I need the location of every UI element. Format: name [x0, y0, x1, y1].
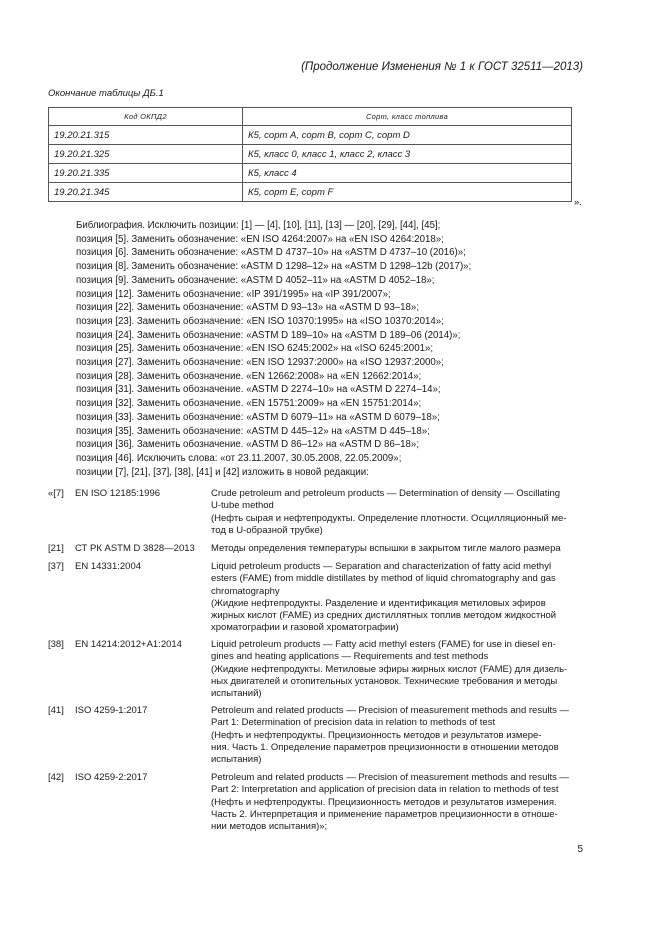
bibliography-line: позиция [24]. Заменить обозначение: «ASTM D 189–10» на «ASTM D 189–06 (2014)»; [76, 329, 461, 341]
reference-desc-line: ных двигателей и отопительных установок. Технические требования и методы [211, 675, 558, 687]
bibliography-line: позиция [23]. Заменить обозначение: «EN ISO 10370:1995» на «ISO 10370:2014»; [76, 315, 444, 327]
bibliography-amendments [76, 219, 588, 479]
reference-desc-line: Petroleum and related products — Precision of measurement methods and results — [211, 705, 570, 716]
reference-description [211, 488, 588, 537]
page-number: 5 [577, 844, 583, 855]
reference-desc-line: Часть 2. Интерпретация и применение параметров прецизионности в отноше- [211, 808, 558, 820]
bibliography-line: позиция [35]. Заменить обозначение: «ASTM D 445–12» на «ASTM D 445–18»; [76, 425, 430, 437]
cell-okpd-code: 19.20.21.335 [49, 164, 243, 183]
reference-desc-line: жирных кислот (FAME) из средних дистиллятных топлив методом жидкостной [211, 610, 557, 622]
bibliography-line: позиция [27]. Заменить обозначение: «EN ISO 12937:2000» на «ISO 12937:2000»; [76, 357, 444, 369]
reference-number: [21] [48, 543, 64, 554]
reference-number: [37] [48, 561, 64, 572]
reference-desc-line: Petroleum and related products — Precision of measurement methods and results — [211, 772, 570, 783]
reference-code: EN 14331:2004 [75, 561, 142, 572]
reference-desc-line: тод в U-образной трубке) [211, 524, 323, 536]
reference-desc-line: Liquid petroleum products — Separation and characterization of fatty acid methyl [211, 561, 552, 572]
reference-code: EN 14214:2012+A1:2014 [75, 639, 182, 650]
reference-desc-line: Part 1: Determination of precision data in relation to methods of test [211, 717, 496, 729]
table-row [49, 164, 572, 183]
cell-okpd-code: 19.20.21.315 [49, 126, 243, 145]
reference-number: [41] [48, 705, 64, 716]
reference-desc-line: испытаний) [211, 688, 262, 700]
reference-description [211, 772, 588, 833]
cell-fuel-grade: К5, класс 4 [243, 164, 572, 183]
cell-fuel-grade: К5, сорт Е, сорт F [243, 183, 572, 202]
reference-code: ISO 4259-2:2017 [75, 772, 148, 783]
reference-desc-line: chromatography [211, 585, 280, 597]
reference-desc-line: U-tube method [211, 500, 274, 512]
reference-desc-line: испытания) [211, 754, 262, 766]
table-row [49, 183, 572, 202]
reference-desc-line: esters (FAME) from middle distillates by method of liquid chromatography and gas [211, 573, 556, 585]
bibliography-line: позиция [25]. Заменить обозначение: «EN ISO 6245:2002» на «ISO 6245:2001»; [76, 343, 434, 355]
bibliography-line: позиция [31]. Заменить обозначение. «ASTM D 2274–10» на «ASTM D 2274–14»; [76, 384, 441, 396]
cell-okpd-code: 19.20.21.345 [49, 183, 243, 202]
bibliography-line: позиция [9]. Заменить обозначение: «ASTM D 4052–11» на «ASTM D 4052–18»; [76, 274, 435, 286]
cell-okpd-code: 19.20.21.325 [49, 145, 243, 164]
table-closing-quote: ». [574, 197, 582, 208]
bibliography-line: позиция [36]. Заменить обозначение. «ASTM D 86–12» на «ASTM D 86–18»; [76, 439, 420, 451]
reference-desc-line: (Нефть и нефтепродукты. Прецизионность методов и результатов измере- [211, 729, 542, 741]
bibliography-line: позиция [22]. Заменить обозначение: «ASTM D 93–13» на «ASTM D 93–18»; [76, 302, 420, 314]
bibliography-line: позиция [6]. Заменить обозначение: «ASTM D 4737–10» на «ASTM D 4737–10 (2016)»; [76, 247, 466, 259]
reference-number: «[7] [48, 488, 64, 499]
okpd-table [48, 107, 572, 202]
table-row [49, 145, 572, 164]
reference-desc-line: Crude petroleum and petroleum products — Determination of density — Oscillating [211, 488, 561, 499]
reference-number: [38] [48, 639, 64, 650]
bibliography-line: позиции [7], [21], [37], [38], [41] и [42] изложить в новой редакции: [76, 466, 369, 478]
table-header-row [49, 108, 572, 126]
bibliography-line: позиция [12]. Заменить обозначение: «IP 391/1995» на «IP 391/2007»; [76, 288, 391, 300]
table-row [49, 126, 572, 145]
reference-description [211, 639, 588, 700]
bibliography-line: позиция [8]. Заменить обозначение: «ASTM D 1298–12» на «ASTM D 1298–12b (2017)»; [76, 261, 472, 273]
table-caption: Окончание таблицы ДБ.1 [48, 88, 164, 99]
reference-description [211, 543, 588, 555]
reference-code: ISO 4259-1:2017 [75, 705, 148, 716]
reference-desc-line: Part 2: Interpretation and application of precision data in relation to methods of test [211, 784, 559, 796]
bibliography-line: позиция [33]. Заменить обозначение: «ASTM D 6079–11» на «ASTM D 6079–18»; [76, 411, 440, 423]
bibliography-line: позиция [5]. Заменить обозначение: «EN ISO 4264:2007» на «EN ISO 4264:2018»; [76, 233, 444, 245]
bibliography-line: позиция [28]. Заменить обозначение. «EN 12662:2008» на «EN 12662:2014»; [76, 370, 422, 382]
bibliography-line: позиция [46]. Исключить слова: «от 23.11.2007, 30.05.2008, 22.05.2009»; [76, 452, 402, 464]
cell-fuel-grade: К5, сорт А, сорт В, сорт С, сорт D [243, 126, 572, 145]
reference-desc-line: (Нефть и нефтепродукты. Прецизионность методов и результатов измерения. [211, 796, 557, 808]
column-header-okpd-code: Код ОКПД2 [49, 108, 243, 126]
reference-desc-line: (Нефть сырая и нефтепродукты. Определение плотности. Осцилляционный ме- [211, 512, 567, 524]
bibliography-line: позиция [32]. Заменить обозначение. «EN 15751:2009» на «EN 15751:2014»; [76, 398, 422, 410]
reference-desc-line: (Жидкие нефтепродукты. Разделение и идентификация метиловых эфиров [211, 597, 546, 609]
reference-desc-line: Методы определения температуры вспышки в закрытом тигле малого размера [211, 543, 561, 554]
reference-desc-line: Liquid petroleum products — Fatty acid methyl esters (FAME) for use in diesel en- [211, 639, 556, 650]
bibliography-line: Библиография. Исключить позиции: [1] — [4], [10], [11], [13] — [20], [29], [44], [45]; [76, 220, 441, 231]
reference-desc-line: gines and heating applications — Requirements and test methods [211, 651, 489, 663]
cell-fuel-grade: К5, класс 0, класс 1, класс 2, класс 3 [243, 145, 572, 164]
reference-desc-line: ния. Часть 1. Определение параметров прецизионности в отношении методов [211, 741, 559, 753]
reference-code: EN ISO 12185:1996 [75, 488, 161, 499]
reference-desc-line: хроматографии и газовой хроматографии) [211, 622, 399, 634]
reference-number: [42] [48, 772, 64, 783]
reference-desc-line: (Жидкие нефтепродукты. Метиловые эфиры жирных кислот (FAME) для дизель- [211, 663, 568, 675]
column-header-fuel-grade: Сорт, класс топлива [243, 108, 572, 126]
reference-desc-line: нии методов испытания)»; [211, 821, 328, 833]
reference-description [211, 561, 588, 635]
reference-description [211, 705, 588, 766]
running-header: (Продолжение Изменения № 1 к ГОСТ 32511—2013) [301, 61, 583, 73]
reference-code: СТ РК ASTM D 3828—2013 [75, 543, 195, 554]
